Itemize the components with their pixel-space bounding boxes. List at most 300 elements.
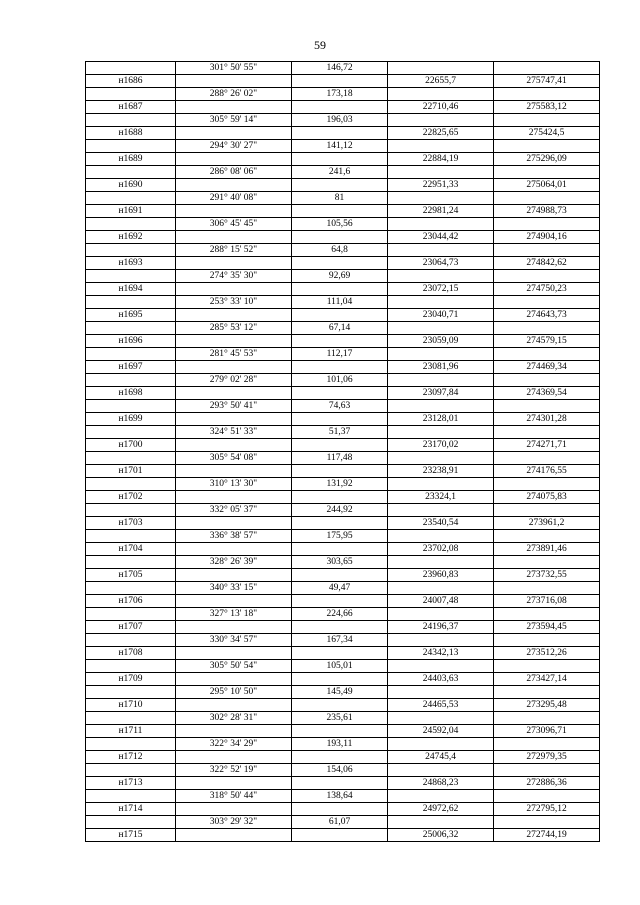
y-cell: 274369,54 — [494, 387, 600, 400]
angle-cell — [176, 179, 292, 192]
y-cell: 274075,83 — [494, 491, 600, 504]
point-cell — [86, 322, 176, 335]
angle-cell: 322° 52' 19" — [176, 764, 292, 777]
length-cell — [292, 439, 388, 452]
segment-row — [86, 426, 600, 439]
angle-cell — [176, 517, 292, 530]
y-cell: 275424,5 — [494, 127, 600, 140]
angle-cell — [176, 127, 292, 140]
point-cell: н1702 — [86, 491, 176, 504]
point-cell: н1711 — [86, 725, 176, 738]
length-cell — [292, 543, 388, 556]
point-cell: н1692 — [86, 231, 176, 244]
angle-cell: 327° 13' 18" — [176, 608, 292, 621]
length-cell: 244,92 — [292, 504, 388, 517]
x-cell — [388, 452, 494, 465]
angle-cell: 324° 51' 33" — [176, 426, 292, 439]
angle-cell: 293° 50' 41" — [176, 400, 292, 413]
segment-row — [86, 218, 600, 231]
length-cell: 51,37 — [292, 426, 388, 439]
y-cell: 274579,15 — [494, 335, 600, 348]
segment-row — [86, 62, 600, 75]
y-cell: 273594,45 — [494, 621, 600, 634]
length-cell — [292, 751, 388, 764]
segment-row — [86, 556, 600, 569]
x-cell — [388, 426, 494, 439]
x-cell — [388, 556, 494, 569]
length-cell — [292, 413, 388, 426]
point-row — [86, 725, 600, 738]
point-cell: н1691 — [86, 205, 176, 218]
angle-cell — [176, 699, 292, 712]
segment-row — [86, 244, 600, 257]
x-cell: 23072,15 — [388, 283, 494, 296]
angle-cell — [176, 75, 292, 88]
segment-row — [86, 478, 600, 491]
x-cell — [388, 140, 494, 153]
x-cell: 23960,83 — [388, 569, 494, 582]
y-cell — [494, 218, 600, 231]
length-cell: 141,12 — [292, 140, 388, 153]
length-cell: 105,56 — [292, 218, 388, 231]
length-cell — [292, 699, 388, 712]
y-cell: 273716,08 — [494, 595, 600, 608]
point-row — [86, 621, 600, 634]
point-cell: н1699 — [86, 413, 176, 426]
y-cell — [494, 608, 600, 621]
y-cell: 275296,09 — [494, 153, 600, 166]
angle-cell — [176, 101, 292, 114]
length-cell — [292, 127, 388, 140]
page-number: 59 — [314, 38, 326, 52]
length-cell — [292, 777, 388, 790]
length-cell: 74,63 — [292, 400, 388, 413]
x-cell — [388, 62, 494, 75]
segment-row — [86, 608, 600, 621]
y-cell — [494, 738, 600, 751]
point-row — [86, 517, 600, 530]
x-cell — [388, 374, 494, 387]
point-cell — [86, 374, 176, 387]
point-cell — [86, 738, 176, 751]
point-cell: н1690 — [86, 179, 176, 192]
point-cell: н1686 — [86, 75, 176, 88]
x-cell — [388, 478, 494, 491]
angle-cell: 274° 35' 30" — [176, 270, 292, 283]
angle-cell: 305° 54' 08" — [176, 452, 292, 465]
length-cell: 145,49 — [292, 686, 388, 699]
x-cell: 24196,37 — [388, 621, 494, 634]
point-cell — [86, 348, 176, 361]
y-cell — [494, 62, 600, 75]
point-cell — [86, 816, 176, 829]
x-cell: 23238,91 — [388, 465, 494, 478]
x-cell — [388, 400, 494, 413]
x-cell: 22710,46 — [388, 101, 494, 114]
point-cell: н1707 — [86, 621, 176, 634]
segment-row — [86, 114, 600, 127]
point-cell — [86, 452, 176, 465]
x-cell: 23040,71 — [388, 309, 494, 322]
length-cell: 101,06 — [292, 374, 388, 387]
segment-row — [86, 712, 600, 725]
y-cell — [494, 192, 600, 205]
length-cell — [292, 75, 388, 88]
point-cell — [86, 88, 176, 101]
point-cell — [86, 478, 176, 491]
point-cell — [86, 556, 176, 569]
coordinates-table — [85, 61, 600, 842]
length-cell: 105,01 — [292, 660, 388, 673]
point-row — [86, 75, 600, 88]
y-cell — [494, 478, 600, 491]
y-cell — [494, 582, 600, 595]
point-cell — [86, 62, 176, 75]
angle-cell: 306° 45' 45" — [176, 218, 292, 231]
length-cell: 175,95 — [292, 530, 388, 543]
x-cell: 24972,62 — [388, 803, 494, 816]
angle-cell: 301° 50' 55" — [176, 62, 292, 75]
point-cell — [86, 660, 176, 673]
y-cell — [494, 712, 600, 725]
y-cell: 274750,23 — [494, 283, 600, 296]
point-cell: н1693 — [86, 257, 176, 270]
angle-cell: 294° 30' 27" — [176, 140, 292, 153]
x-cell — [388, 530, 494, 543]
y-cell — [494, 686, 600, 699]
y-cell — [494, 764, 600, 777]
x-cell — [388, 244, 494, 257]
x-cell — [388, 816, 494, 829]
x-cell: 25006,32 — [388, 829, 494, 842]
y-cell: 273512,26 — [494, 647, 600, 660]
y-cell: 275583,12 — [494, 101, 600, 114]
y-cell: 275747,41 — [494, 75, 600, 88]
x-cell — [388, 88, 494, 101]
y-cell — [494, 816, 600, 829]
x-cell: 24745,4 — [388, 751, 494, 764]
x-cell — [388, 790, 494, 803]
point-cell — [86, 790, 176, 803]
point-cell: н1705 — [86, 569, 176, 582]
point-cell: н1689 — [86, 153, 176, 166]
x-cell — [388, 582, 494, 595]
angle-cell: 281° 45' 53" — [176, 348, 292, 361]
point-row — [86, 595, 600, 608]
x-cell: 23128,01 — [388, 413, 494, 426]
length-cell — [292, 101, 388, 114]
angle-cell: 295° 10' 50" — [176, 686, 292, 699]
segment-row — [86, 660, 600, 673]
y-cell — [494, 140, 600, 153]
point-cell: н1701 — [86, 465, 176, 478]
segment-row — [86, 374, 600, 387]
x-cell: 24342,13 — [388, 647, 494, 660]
point-cell — [86, 530, 176, 543]
length-cell — [292, 205, 388, 218]
x-cell: 24592,04 — [388, 725, 494, 738]
length-cell — [292, 361, 388, 374]
y-cell: 273427,14 — [494, 673, 600, 686]
segment-row — [86, 140, 600, 153]
angle-cell — [176, 803, 292, 816]
length-cell: 235,61 — [292, 712, 388, 725]
length-cell: 138,64 — [292, 790, 388, 803]
point-cell: н1687 — [86, 101, 176, 114]
point-row — [86, 439, 600, 452]
point-row — [86, 101, 600, 114]
point-row — [86, 309, 600, 322]
length-cell: 49,47 — [292, 582, 388, 595]
length-cell: 64,8 — [292, 244, 388, 257]
x-cell: 23702,08 — [388, 543, 494, 556]
length-cell: 146,72 — [292, 62, 388, 75]
segment-row — [86, 270, 600, 283]
length-cell — [292, 257, 388, 270]
y-cell — [494, 634, 600, 647]
length-cell — [292, 621, 388, 634]
point-cell — [86, 270, 176, 283]
angle-cell: 302° 28' 31" — [176, 712, 292, 725]
segment-row — [86, 634, 600, 647]
point-row — [86, 569, 600, 582]
length-cell — [292, 647, 388, 660]
length-cell — [292, 829, 388, 842]
length-cell — [292, 595, 388, 608]
angle-cell: 332° 05' 37" — [176, 504, 292, 517]
point-cell — [86, 192, 176, 205]
x-cell: 24403,63 — [388, 673, 494, 686]
x-cell: 22951,33 — [388, 179, 494, 192]
y-cell: 274271,71 — [494, 439, 600, 452]
x-cell — [388, 296, 494, 309]
x-cell — [388, 348, 494, 361]
angle-cell: 318° 50' 44" — [176, 790, 292, 803]
angle-cell — [176, 283, 292, 296]
y-cell: 273295,48 — [494, 699, 600, 712]
segment-row — [86, 322, 600, 335]
y-cell: 274643,73 — [494, 309, 600, 322]
point-row — [86, 179, 600, 192]
angle-cell: 303° 29' 32" — [176, 816, 292, 829]
segment-row — [86, 452, 600, 465]
x-cell — [388, 738, 494, 751]
point-cell: н1694 — [86, 283, 176, 296]
y-cell — [494, 452, 600, 465]
x-cell: 22884,19 — [388, 153, 494, 166]
point-row — [86, 465, 600, 478]
length-cell — [292, 387, 388, 400]
point-cell: н1697 — [86, 361, 176, 374]
x-cell: 24868,23 — [388, 777, 494, 790]
segment-row — [86, 88, 600, 101]
point-cell: н1695 — [86, 309, 176, 322]
segment-row — [86, 816, 600, 829]
angle-cell — [176, 777, 292, 790]
angle-cell: 305° 59' 14" — [176, 114, 292, 127]
length-cell — [292, 231, 388, 244]
y-cell — [494, 88, 600, 101]
angle-cell — [176, 829, 292, 842]
angle-cell: 288° 26' 02" — [176, 88, 292, 101]
x-cell — [388, 634, 494, 647]
angle-cell: 310° 13' 30" — [176, 478, 292, 491]
length-cell: 67,14 — [292, 322, 388, 335]
x-cell — [388, 660, 494, 673]
point-row — [86, 699, 600, 712]
point-cell — [86, 712, 176, 725]
point-cell: н1714 — [86, 803, 176, 816]
x-cell — [388, 166, 494, 179]
length-cell: 61,07 — [292, 816, 388, 829]
length-cell: 224,66 — [292, 608, 388, 621]
y-cell — [494, 530, 600, 543]
length-cell: 131,92 — [292, 478, 388, 491]
length-cell: 81 — [292, 192, 388, 205]
y-cell: 272886,36 — [494, 777, 600, 790]
point-row — [86, 335, 600, 348]
point-cell — [86, 764, 176, 777]
angle-cell — [176, 491, 292, 504]
angle-cell — [176, 309, 292, 322]
point-cell: н1713 — [86, 777, 176, 790]
point-cell: н1715 — [86, 829, 176, 842]
point-cell: н1710 — [86, 699, 176, 712]
segment-row — [86, 504, 600, 517]
x-cell: 22825,65 — [388, 127, 494, 140]
length-cell: 193,11 — [292, 738, 388, 751]
y-cell: 274469,34 — [494, 361, 600, 374]
point-row — [86, 647, 600, 660]
angle-cell: 288° 15' 52" — [176, 244, 292, 257]
segment-row — [86, 738, 600, 751]
angle-cell — [176, 231, 292, 244]
angle-cell — [176, 335, 292, 348]
angle-cell — [176, 673, 292, 686]
length-cell: 117,48 — [292, 452, 388, 465]
angle-cell — [176, 595, 292, 608]
y-cell — [494, 556, 600, 569]
point-cell: н1704 — [86, 543, 176, 556]
x-cell — [388, 504, 494, 517]
x-cell — [388, 270, 494, 283]
y-cell: 274988,73 — [494, 205, 600, 218]
length-cell: 112,17 — [292, 348, 388, 361]
length-cell: 167,34 — [292, 634, 388, 647]
length-cell — [292, 465, 388, 478]
length-cell — [292, 153, 388, 166]
angle-cell — [176, 465, 292, 478]
angle-cell — [176, 257, 292, 270]
y-cell: 274176,55 — [494, 465, 600, 478]
point-row — [86, 153, 600, 166]
length-cell — [292, 179, 388, 192]
point-cell: н1688 — [86, 127, 176, 140]
point-row — [86, 257, 600, 270]
length-cell: 111,04 — [292, 296, 388, 309]
angle-cell: 305° 50' 54" — [176, 660, 292, 673]
angle-cell — [176, 569, 292, 582]
angle-cell — [176, 647, 292, 660]
y-cell: 273961,2 — [494, 517, 600, 530]
point-cell — [86, 686, 176, 699]
point-row — [86, 361, 600, 374]
length-cell — [292, 569, 388, 582]
y-cell — [494, 270, 600, 283]
segment-row — [86, 400, 600, 413]
x-cell — [388, 712, 494, 725]
angle-cell: 328° 26' 39" — [176, 556, 292, 569]
length-cell: 303,65 — [292, 556, 388, 569]
angle-cell: 285° 53' 12" — [176, 322, 292, 335]
y-cell: 273096,71 — [494, 725, 600, 738]
point-cell — [86, 140, 176, 153]
point-row — [86, 673, 600, 686]
x-cell — [388, 764, 494, 777]
point-cell: н1712 — [86, 751, 176, 764]
y-cell: 274301,28 — [494, 413, 600, 426]
angle-cell: 322° 34' 29" — [176, 738, 292, 751]
point-cell: н1703 — [86, 517, 176, 530]
y-cell: 274842,62 — [494, 257, 600, 270]
length-cell — [292, 803, 388, 816]
length-cell: 92,69 — [292, 270, 388, 283]
point-cell — [86, 244, 176, 257]
point-row — [86, 127, 600, 140]
angle-cell — [176, 413, 292, 426]
angle-cell: 330° 34' 57" — [176, 634, 292, 647]
point-cell — [86, 608, 176, 621]
angle-cell — [176, 439, 292, 452]
x-cell: 23064,73 — [388, 257, 494, 270]
y-cell — [494, 660, 600, 673]
y-cell — [494, 296, 600, 309]
x-cell: 23540,54 — [388, 517, 494, 530]
angle-cell: 279° 02' 28" — [176, 374, 292, 387]
y-cell — [494, 114, 600, 127]
length-cell — [292, 335, 388, 348]
point-cell — [86, 400, 176, 413]
x-cell: 24007,48 — [388, 595, 494, 608]
point-cell: н1709 — [86, 673, 176, 686]
length-cell: 173,18 — [292, 88, 388, 101]
x-cell: 23170,02 — [388, 439, 494, 452]
point-cell — [86, 114, 176, 127]
point-row — [86, 543, 600, 556]
point-cell — [86, 504, 176, 517]
point-cell: н1708 — [86, 647, 176, 660]
y-cell: 273891,46 — [494, 543, 600, 556]
angle-cell — [176, 621, 292, 634]
x-cell: 23044,42 — [388, 231, 494, 244]
point-row — [86, 387, 600, 400]
y-cell: 272979,35 — [494, 751, 600, 764]
x-cell — [388, 608, 494, 621]
y-cell: 273732,55 — [494, 569, 600, 582]
x-cell: 23059,09 — [388, 335, 494, 348]
segment-row — [86, 166, 600, 179]
segment-row — [86, 296, 600, 309]
x-cell: 22655,7 — [388, 75, 494, 88]
angle-cell — [176, 361, 292, 374]
length-cell — [292, 517, 388, 530]
angle-cell: 340° 33' 15" — [176, 582, 292, 595]
length-cell: 154,06 — [292, 764, 388, 777]
segment-row — [86, 530, 600, 543]
point-cell: н1706 — [86, 595, 176, 608]
point-row — [86, 777, 600, 790]
point-cell — [86, 296, 176, 309]
